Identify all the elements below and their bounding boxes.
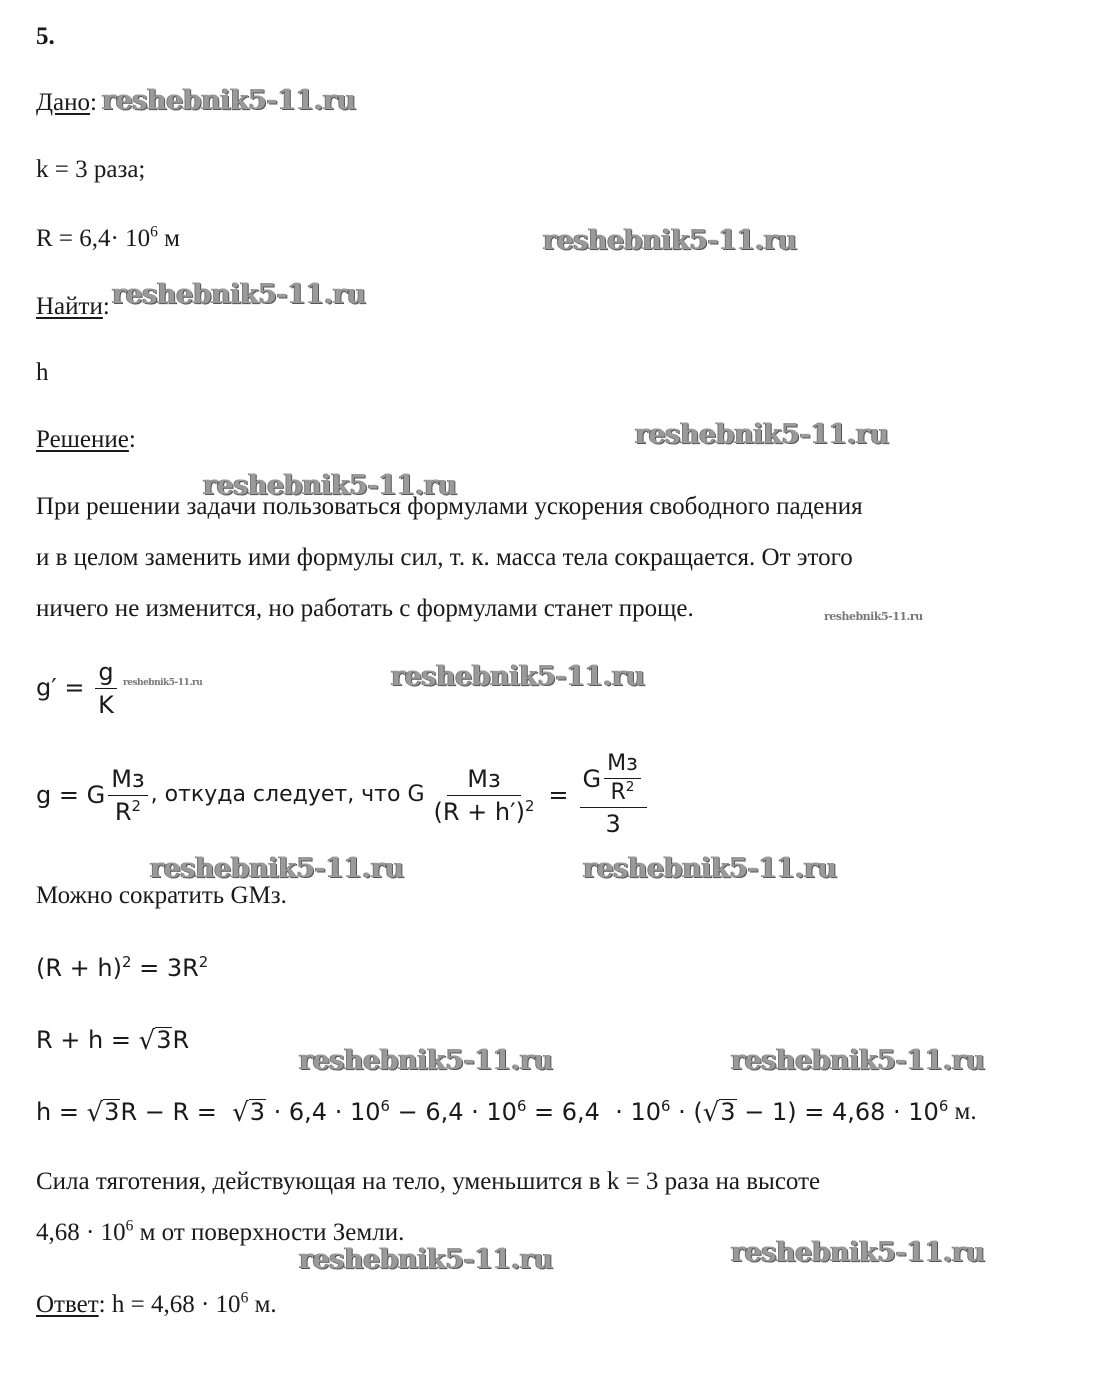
watermark: reshebnik5-11.ru xyxy=(824,610,923,623)
watermark: reshebnik5-11.ru xyxy=(731,1045,985,1076)
watermark: reshebnik5-11.ru xyxy=(635,419,889,450)
conclusion-base: 4,68 · 10 xyxy=(36,1219,126,1246)
inner-den-exp: 2 xyxy=(625,778,635,795)
eq1-lhs-exp: 2 xyxy=(121,953,132,972)
eq3-part-c xyxy=(266,1097,390,1127)
watermark: reshebnik5-11.ru xyxy=(102,85,356,116)
sqrt-radicand: 3 xyxy=(720,1098,736,1126)
formula-gravity-mid: , откуда следует, что G xyxy=(150,782,425,807)
solution-paragraph-line-3: ничего не изменится, но работать с формулами станет проще. xyxy=(36,595,694,622)
formula-gravity xyxy=(36,752,650,838)
given-heading xyxy=(36,88,97,118)
formula-gravity-lhs: g = G xyxy=(36,781,106,809)
conclusion-line-1: Сила тяготения, действующая на тело, уменьшится в k = 3 раза на высоте xyxy=(36,1168,821,1195)
eq3-e-text: = 6,4 · 10 xyxy=(526,1098,661,1126)
solution-heading xyxy=(36,425,136,455)
eq3-d-text: − 6,4 · 10 xyxy=(389,1098,517,1126)
den-base: (R + h′) xyxy=(433,797,525,826)
watermark: reshebnik5-11.ru xyxy=(203,470,457,501)
eq3-c-text: · 6,4 · 10 xyxy=(266,1098,381,1126)
formula-g-prime xyxy=(36,658,120,719)
watermark: reshebnik5-11.ru xyxy=(391,661,645,692)
eq3-part-b: R − R = xyxy=(120,1098,233,1126)
eq3-part-d xyxy=(390,1097,526,1127)
eq3-exp-4: 6 xyxy=(938,1097,949,1116)
eq2-rhs: R xyxy=(172,1026,190,1054)
conclusion-exp: 6 xyxy=(125,1217,134,1235)
inner-den-base: R xyxy=(610,780,626,805)
given-k: k = 3 раза; xyxy=(36,156,146,183)
conclusion-rest: м от поверхности Земли. xyxy=(133,1219,405,1246)
given-colon: : xyxy=(90,89,97,116)
inner-numerator: Mз xyxy=(604,752,641,779)
den-exp: 2 xyxy=(524,796,535,815)
watermark: reshebnik5-11.ru xyxy=(731,1237,985,1268)
eq1-rhs: = 3R xyxy=(131,954,199,982)
watermark: reshebnik5-11.ru xyxy=(583,853,837,884)
eq3-part-e xyxy=(526,1097,670,1127)
equation-square xyxy=(36,953,208,983)
given-r-base: R = 6,4· 10 xyxy=(36,225,151,252)
watermark: reshebnik5-11.ru xyxy=(150,853,404,884)
find-label: Найти xyxy=(36,293,103,320)
cancel-line: Можно сократить GMз. xyxy=(36,882,287,909)
fraction-denominator xyxy=(112,796,144,826)
fraction-numerator: Mз xyxy=(447,765,520,796)
fraction-m-over-r-plus-h xyxy=(431,765,538,826)
eq3-part-h: м. xyxy=(948,1098,977,1125)
eq1-lhs: (R + h) xyxy=(36,954,122,982)
watermark: reshebnik5-11.ru xyxy=(299,1244,553,1275)
watermark: reshebnik5-11.ru xyxy=(123,678,203,688)
eq2-lhs: R + h = xyxy=(36,1026,139,1054)
given-label: Дано xyxy=(36,89,91,116)
sqrt-symbol: √ 3 xyxy=(138,1026,172,1056)
watermark: reshebnik5-11.ru xyxy=(112,279,366,310)
find-heading xyxy=(36,292,110,322)
answer-colon: : xyxy=(98,1291,106,1318)
den-base: R xyxy=(114,797,132,826)
eq1-rhs-exp: 2 xyxy=(198,953,209,972)
solution-colon: : xyxy=(128,426,136,453)
find-value: h xyxy=(36,359,49,386)
answer-base: h = 4,68 · 10 xyxy=(105,1291,241,1318)
eq3-exp-3: 6 xyxy=(661,1097,671,1116)
sqrt-radicand: 3 xyxy=(104,1098,120,1126)
fraction-denominator xyxy=(431,796,538,826)
eq3-part-a: h = xyxy=(36,1098,87,1126)
fraction-numerator: g xyxy=(95,658,116,689)
problem-number: 5. xyxy=(36,23,55,50)
fraction-numerator xyxy=(580,752,647,808)
watermark: reshebnik5-11.ru xyxy=(299,1045,553,1076)
formula-g-prime-lhs: g′ = xyxy=(36,673,85,702)
eq3-exp-1: 6 xyxy=(380,1097,390,1116)
eq3-part-f: · ( xyxy=(670,1098,703,1126)
fraction-denominator: 3 xyxy=(605,810,621,838)
solution-paragraph-line-1: При решении задачи пользоваться формулами ускорения свободного падения xyxy=(36,493,863,520)
sqrt-symbol: √ 3 xyxy=(86,1098,120,1128)
fraction-g-over-k xyxy=(95,658,117,719)
given-r-unit: м xyxy=(157,225,180,252)
find-colon: : xyxy=(102,293,110,320)
answer-line xyxy=(36,1290,277,1320)
sqrt-radicand: 3 xyxy=(249,1098,266,1126)
den-exp: 2 xyxy=(131,796,142,815)
inner-denominator xyxy=(608,779,638,805)
sqrt-symbol: √ 3 xyxy=(232,1098,266,1128)
given-r-exp: 6 xyxy=(150,223,158,241)
fraction-inner xyxy=(604,752,641,805)
answer-unit: м. xyxy=(248,1291,277,1318)
eq3-exp-2: 6 xyxy=(516,1097,527,1116)
equation-height xyxy=(36,1097,977,1127)
solution-paragraph-line-2: и в целом заменить ими формулы сил, т. к. масса тела сокращается. От этого xyxy=(36,544,853,571)
answer-label: Ответ xyxy=(36,1291,99,1318)
given-r xyxy=(36,224,180,254)
num-g: G xyxy=(582,764,602,793)
sqrt-radicand: 3 xyxy=(156,1026,172,1054)
solution-label: Решение xyxy=(36,426,129,453)
equation-root xyxy=(36,1025,189,1055)
formula-gravity-equals: = xyxy=(548,781,569,809)
eq3-part-g xyxy=(737,1097,949,1127)
answer-exp: 6 xyxy=(240,1289,249,1307)
fraction-m-over-r2 xyxy=(108,765,147,826)
fraction-compound xyxy=(580,752,647,838)
fraction-denominator: K xyxy=(98,691,114,719)
sqrt-symbol: √ 3 xyxy=(702,1098,736,1128)
fraction-numerator: Mз xyxy=(108,765,147,796)
eq3-g-text: − 1) = 4,68 · 10 xyxy=(736,1098,939,1126)
watermark: reshebnik5-11.ru xyxy=(543,225,797,256)
